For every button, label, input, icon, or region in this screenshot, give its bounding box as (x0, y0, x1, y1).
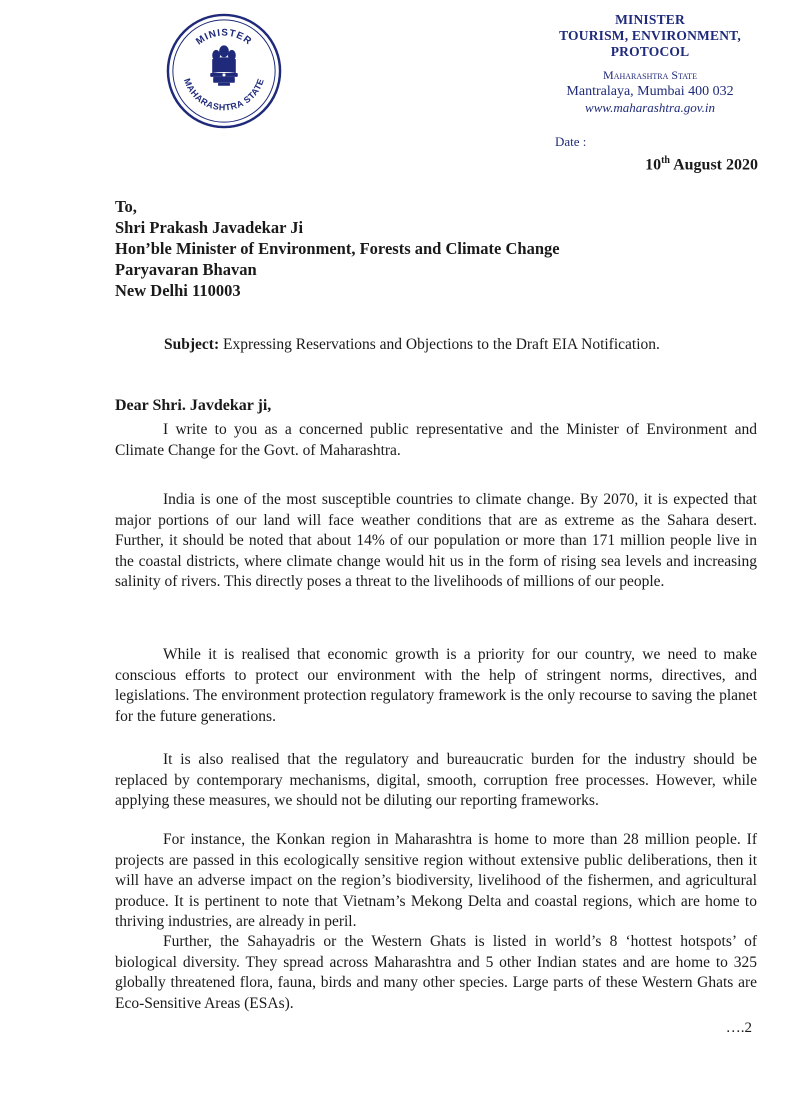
addressee-to: To, (115, 197, 137, 216)
date-suffix: th (661, 155, 670, 166)
subject-line (164, 336, 660, 354)
letterhead (540, 12, 760, 116)
subject-label: Subject: (164, 336, 220, 353)
body-paragraph-3: While it is realised that economic growth is a priority for our country, we need to make conscious efforts to protect our environment with the help of stringent norms, directives, and legislations. The environment protection regulatory framework is the only recourse to saving the planet for the future generations. (115, 646, 757, 725)
letterhead-address: Mantralaya, Mumbai 400 032 (566, 84, 734, 99)
body-paragraph-6: Further, the Sahayadris or the Western Ghats is listed in world’s 8 ‘hottest hotspots’ of biological diversity. They spread across Maharashtra and 5 other Indian states and are home to 325 globally threatened flora, fauna, birds and many other species. Large parts of these Western Ghats are Eco-Sensitive Areas (ESAs). (115, 933, 757, 1012)
date-label: Date : (555, 134, 587, 149)
body-paragraph-2: India is one of the most susceptible countries to climate change. By 2070, it is expected that major portions of our land will face weather conditions that are as extreme as the Sahara desert. Further, it should be noted that about 14% of our population or more than 171 million people live in the coastal districts, where climate change would hit us in the form of rising sea levels and increasing salinity of rivers. This directly poses a threat to the livelihoods of millions of our people. (115, 491, 757, 590)
date-month-year: August 2020 (669, 156, 758, 174)
body-paragraph-4: It is also realised that the regulatory and bureaucratic burden for the industry should be replaced by contemporary mechanisms, digital, smooth, corruption free processes. However, while applying these measures, we should not be diluting our reporting frameworks. (115, 751, 757, 809)
letterhead-state: Maharashtra State (603, 68, 697, 82)
addressee-designation: Hon’ble Minister of Environment, Forests and Climate Change (115, 239, 560, 258)
seal-top-text: MINISTER (194, 27, 254, 48)
addressee-block (115, 196, 560, 301)
addressee-city: New Delhi 110003 (115, 281, 241, 300)
letterhead-line-3: PROTOCOL (610, 44, 690, 59)
page-continuation: ….2 (725, 1020, 752, 1036)
addressee-name: Shri Prakash Javadekar Ji (115, 218, 304, 237)
salutation: Dear Shri. Javdekar ji, (115, 397, 272, 414)
letterhead-line-2: TOURISM, ENVIRONMENT, (559, 28, 741, 43)
body-paragraph-5: For instance, the Konkan region in Maharashtra is home to more than 28 million people. If projects are passed in this ecologically sensitive region without extensive public deliberations, then it will have an adverse impact on the region’s biodiversity, livelihood of the fishermen, and agricultural produce. It is pertinent to note that Vietnam’s Mekong Delta and coastal regions, which are home to thriving industries, are already in peril. (115, 831, 757, 930)
minister-seal-logo (165, 12, 283, 130)
subject-text: Expressing Reservations and Objections to the Draft EIA Notification. (219, 336, 660, 353)
letterhead-line-1: MINISTER (615, 12, 685, 27)
body-paragraph-1: I write to you as a concerned public representative and the Minister of Environment and Climate Change for the Govt. of Maharashtra. (115, 421, 757, 459)
addressee-building: Paryavaran Bhavan (115, 260, 257, 279)
seal-bottom-text: MAHARASHTRA STATE (182, 76, 266, 113)
svg-text:MINISTER (194, 28, 254, 48)
letterhead-website: www.maharashtra.gov.in (585, 100, 715, 115)
date-day: 10 (645, 156, 662, 174)
letter-date (645, 155, 758, 174)
national-emblem-icon (210, 45, 238, 85)
